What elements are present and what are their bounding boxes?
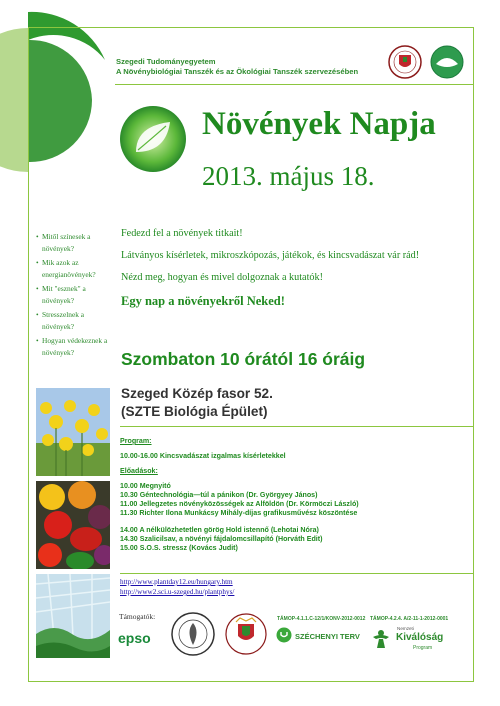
program-divider — [120, 426, 473, 427]
list-item: • Mitől színesek a növények? — [36, 231, 116, 255]
list-item: • Mit "esznek" a növények? — [36, 283, 116, 307]
event-date: 2013. május 18. — [202, 161, 375, 191]
slogan: Egy nap a növényekről Neked! — [121, 294, 285, 308]
lecture-item: 11.30 Richter Ilona Munkácsy Mihály-díjas grafikusművész köszöntése — [120, 509, 358, 517]
lecture-item: 11.00 Jellegzetes növényközösségek az Alföldön (Dr. Körmöczi László) — [120, 500, 359, 508]
question-list — [36, 231, 116, 361]
lecture-item: 14.00 A nélkülözhetetlen görög Hold istennő (Lehotai Nóra) — [120, 526, 319, 534]
sponsors-label: Támogatók: — [119, 612, 156, 621]
szechenyi-terv: SZÉCHENYI TERV — [295, 632, 360, 641]
szechenyi-logo-icon — [276, 627, 292, 643]
biology-society-seal-icon — [170, 611, 216, 657]
kivalosag-label: Kiválóság — [396, 632, 444, 643]
kivalosag-label-small: Nemzeti — [397, 626, 414, 631]
list-item: • Hogyan védekeznek a növények? — [36, 335, 116, 359]
ecology-logo-icon — [430, 45, 464, 79]
event-time: Szombaton 10 órától 16 óráig — [121, 349, 366, 369]
vegetables-photo — [36, 481, 110, 569]
links-divider — [120, 573, 473, 574]
epso-logo-icon: epso — [118, 630, 151, 646]
lecture-item: 15.00 S.O.S. stressz (Kovács Judit) — [120, 544, 238, 552]
header-divider — [115, 84, 473, 85]
intro-line: Látványos kísérletek, mikroszkópozás, játékok, és kincsvadászat vár rád! — [121, 250, 420, 261]
plantday-link[interactable]: http://www.plantday12.eu/hungary.htm — [120, 578, 233, 586]
program-item: 10.00-16.00 Kincsvadászat izgalmas kísérletekkel — [120, 452, 286, 460]
lecture-item: 10.30 Géntechnológia—túl a pánikon (Dr. Györgyey János) — [120, 491, 318, 499]
kivalosag-logo-icon — [370, 627, 392, 649]
intro-line: Nézd meg, hogyan és mivel dolgoznak a kutatók! — [121, 272, 323, 283]
intro-line: Fedezd fel a növények titkait! — [121, 228, 243, 239]
university-name: Szegedi Tudományegyetem — [116, 57, 216, 66]
list-item: • Mik azok az energianövények? — [36, 257, 116, 281]
event-location — [121, 385, 273, 421]
lecture-item: 14.30 Szalicilsav, a növényi fájdalomcsillapító (Horváth Edit) — [120, 535, 323, 543]
lecture-item: 10.00 Megnyitó — [120, 482, 171, 490]
flower-photo — [36, 388, 110, 476]
location-building: (SZTE Biológia Épület) — [121, 404, 268, 419]
location-address: Szeged Közép fasor 52. — [121, 386, 273, 401]
kivalosag-program-label: Program — [413, 645, 433, 651]
program-heading: Program: — [120, 437, 152, 445]
university-seal-icon — [388, 45, 422, 79]
lectures-heading: Előadások: — [120, 467, 158, 475]
intro-text — [121, 227, 471, 293]
szte-seal-icon — [224, 612, 268, 656]
leaf-logo-icon — [118, 104, 188, 174]
program-section — [120, 437, 472, 553]
tamop-code-1: TÁMOP-4.1.1.C-12/1/KONV-2012-0012 — [277, 616, 366, 622]
organizer-line: A Növénybiológiai Tanszék és az Ökológiai Tanszék szervezésében — [116, 67, 359, 76]
organizer-header — [116, 57, 388, 77]
plantphys-link[interactable]: http://www2.sci.u-szeged.hu/plantphys/ — [120, 588, 235, 596]
tamop-code-2: TÁMOP-4.2.4. A/2-11-1-2012-0001 — [370, 616, 449, 622]
greenhouse-photo — [36, 574, 110, 658]
links — [120, 577, 234, 597]
list-item: • Stresszelnek a növények? — [36, 309, 116, 333]
event-title: Növények Napja — [202, 106, 436, 142]
